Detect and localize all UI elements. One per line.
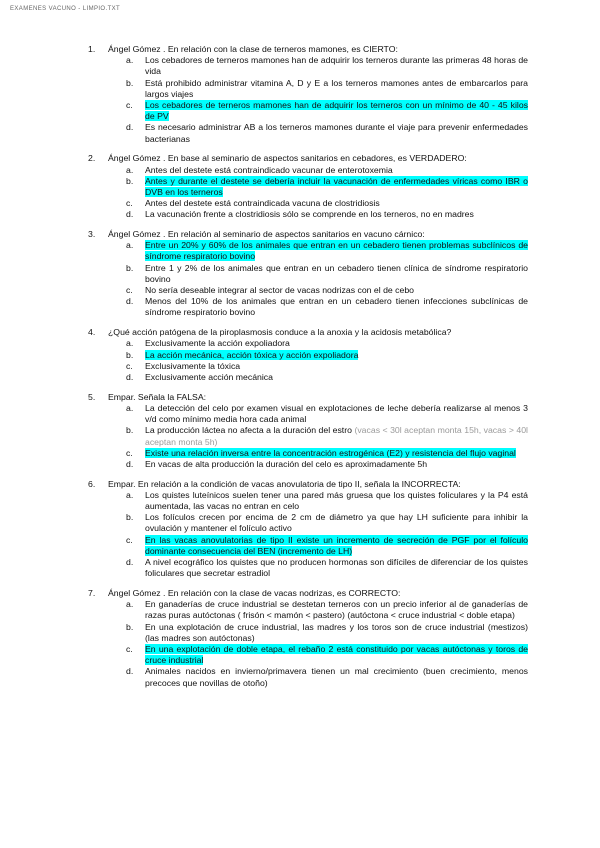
option-a xyxy=(88,490,528,512)
option-letter: d. xyxy=(126,666,134,677)
highlighted-answer: Existe una relación inversa entre la concentración estrogénica (E2) y resistencia del flujo vaginal xyxy=(145,447,516,458)
option-c xyxy=(88,100,528,122)
option-text: La vacunación frente a clostridiosis sólo se comprende en los terneros, no en madres xyxy=(145,209,474,220)
option-letter: c. xyxy=(126,100,133,111)
option-list xyxy=(88,338,528,383)
option-text: Exclusivamente la tóxica xyxy=(145,360,241,371)
option-b xyxy=(88,622,528,644)
question-text: Ángel Gómez . En base al seminario de aspectos sanitarios en cebadores, es VERDADERO: xyxy=(108,153,467,164)
question-3 xyxy=(88,229,528,319)
option-text: En ganaderías de cruce industrial se destetan terneros con un precio inferior al de ganaderías de razas puras autóctonas ( frisón < mamón < pastero) (autóctona < cruce industrial < doble etapa) xyxy=(145,599,528,621)
question-7 xyxy=(88,588,528,689)
option-text: Entre 1 y 2% de los animales que entran en un cebadero tienen clínica de síndrome respiratorio bovino xyxy=(145,262,528,284)
option-c xyxy=(88,198,528,209)
option-text: Antes del destete está contraindicado vacunar de enterotoxemia xyxy=(145,164,393,175)
option-text: Los folículos crecen por encima de 2 cm de diámetro ya que hay LH suficiente para inhibir la ovulación y mantener el folículo activo xyxy=(145,512,528,534)
option-letter: d. xyxy=(126,209,134,220)
option-text: A nivel ecográfico los quistes que no producen hormonas son difíciles de diferenciar de los quistes foliculares que secretar estradiol xyxy=(145,557,528,579)
option-note: (vacas < 30l aceptan monta 15h, vacas > 40l aceptan monta 5h) xyxy=(145,425,528,447)
option-text: Es necesario administrar AB a los terneros mamones durante el viaje para prevenir enfermedades bacterianas xyxy=(145,122,528,144)
question-number: 4. xyxy=(88,327,96,338)
highlighted-answer: La acción mecánica, acción tóxica y acción expoliadora xyxy=(145,349,359,360)
option-letter: b. xyxy=(126,175,134,186)
option-text: Antes del destete está contraindicada vacuna de clostridiosis xyxy=(145,198,380,209)
option-c xyxy=(88,285,528,296)
option-a xyxy=(88,240,528,262)
option-list xyxy=(88,403,528,470)
option-d xyxy=(88,666,528,688)
question-4 xyxy=(88,327,528,383)
option-text: En una explotación de cruce industrial, las madres y los toros son de cruce industrial (mestizos) (las madres son autóctonas) xyxy=(145,621,528,643)
option-b xyxy=(88,425,528,447)
option-d xyxy=(88,209,528,220)
option-letter: c. xyxy=(126,285,133,296)
option-letter: c. xyxy=(126,360,133,371)
option-letter: d. xyxy=(126,557,134,568)
option-letter: b. xyxy=(126,425,134,436)
option-a xyxy=(88,55,528,77)
option-letter: c. xyxy=(126,643,133,654)
question-2 xyxy=(88,153,528,220)
highlighted-answer: En una explotación de doble etapa, el rebaño 2 está constituido por vacas autóctonas y toros de cruce industrial xyxy=(145,643,528,666)
question-number: 6. xyxy=(88,478,96,489)
option-letter: c. xyxy=(126,534,133,545)
question-title xyxy=(88,153,528,164)
option-letter: d. xyxy=(126,458,134,469)
option-b xyxy=(88,512,528,534)
question-title xyxy=(88,479,528,490)
option-letter: c. xyxy=(126,447,133,458)
option-letter: b. xyxy=(126,512,134,523)
question-title xyxy=(88,44,528,55)
option-c xyxy=(88,644,528,666)
option-list xyxy=(88,55,528,145)
option-text: Está prohibido administrar vitamina A, D y E a los terneros mamones antes de embarcarlos para largos viajes xyxy=(145,77,528,99)
option-letter: b. xyxy=(126,349,134,360)
option-letter: b. xyxy=(126,262,134,273)
option-letter: a. xyxy=(126,55,134,66)
option-letter: d. xyxy=(126,122,134,133)
option-text: Exclusivamente acción mecánica xyxy=(145,371,273,382)
question-title xyxy=(88,229,528,240)
option-list xyxy=(88,599,528,689)
highlighted-answer: Antes y durante el destete se debería incluir la vacunación de enfermedades víricas como IBR o DVB en los terneros xyxy=(145,175,528,197)
option-letter: b. xyxy=(126,77,134,88)
option-a xyxy=(88,599,528,621)
option-text: La producción láctea no afecta a la duración del estro xyxy=(145,425,352,436)
question-title xyxy=(88,327,528,338)
option-text: En vacas de alta producción la duración del celo es aproximadamente 5h xyxy=(145,458,428,469)
option-a xyxy=(88,338,528,349)
option-c xyxy=(88,448,528,459)
document-body xyxy=(88,44,528,697)
option-a xyxy=(88,403,528,425)
question-list xyxy=(88,44,528,689)
option-c xyxy=(88,361,528,372)
option-b xyxy=(88,78,528,100)
question-number: 3. xyxy=(88,229,96,240)
option-text: La detección del celo por examen visual en explotaciones de leche debería realizarse al menos 3 v/d como mínimo media hora cada animal xyxy=(145,402,528,425)
option-b xyxy=(88,176,528,198)
option-a xyxy=(88,165,528,176)
question-text: Empar. Señala la FALSA: xyxy=(108,391,207,402)
highlighted-answer: En las vacas anovulatorias de tipo II existe un incremento de secreción de PGF por el folículo dominante consecuencia del BEN (incremento de LH) xyxy=(145,534,528,556)
question-number: 5. xyxy=(88,391,96,402)
option-text: Exclusivamente la acción expoliadora xyxy=(145,338,290,349)
option-letter: c. xyxy=(126,198,133,209)
option-list xyxy=(88,240,528,318)
option-d xyxy=(88,122,528,144)
question-text: Ángel Gómez . En relación con la clase de vacas nodrizas, es CORRECTO: xyxy=(108,587,401,598)
question-number: 2. xyxy=(88,153,96,164)
highlighted-answer: Entre un 20% y 60% de los animales que entran en un cebadero tienen problemas subclínicos de síndrome respiratorio bovino xyxy=(145,240,528,262)
option-letter: a. xyxy=(126,164,134,175)
option-text: Animales nacidos en invierno/primavera tienen un mal crecimiento (buen crecimiento, menos precoces que novillas de otoño) xyxy=(145,666,528,688)
question-text: Ángel Gómez . En relación al seminario de aspectos sanitarios en vacuno cárnico: xyxy=(108,229,425,240)
option-letter: a. xyxy=(126,240,134,251)
option-d xyxy=(88,372,528,383)
option-text: Los quistes luteínicos suelen tener una pared más gruesa que los quistes foliculares y la P4 está aumentada, las vacas no entran en celo xyxy=(145,489,528,512)
page-header: EXAMENES VACUNO - LIMPIO.TXT xyxy=(10,6,121,12)
option-letter: a. xyxy=(126,338,134,349)
option-b xyxy=(88,350,528,361)
option-letter: a. xyxy=(126,402,134,413)
question-text: Empar. En relación a la condición de vacas anovulatoria de tipo II, señala la INCORRECTA: xyxy=(108,478,461,489)
option-text: Menos del 10% de los animales que entran en un cebadero tienen infecciones subclínicas de síndrome respiratorio bovino xyxy=(145,296,528,318)
option-letter: a. xyxy=(126,489,134,500)
question-title xyxy=(88,588,528,599)
option-letter: a. xyxy=(126,599,134,610)
question-text: ¿Qué acción patógena de la piroplasmosis conduce a la anoxia y la acidosis metabólica? xyxy=(108,327,452,338)
question-5 xyxy=(88,392,528,470)
question-number: 7. xyxy=(88,587,96,598)
option-list xyxy=(88,165,528,221)
question-6 xyxy=(88,479,528,580)
question-title xyxy=(88,392,528,403)
highlighted-answer: Los cebadores de terneros mamones han de adquirir los terneros con un mínimo de 40 - 45 kilos de PV xyxy=(145,100,528,122)
option-text: Los cebadores de terneros mamones han de adquirir los terneros durante las primeras 48 horas de vida xyxy=(145,55,528,77)
question-text: Ángel Gómez . En relación con la clase de terneros mamones, es CIERTO: xyxy=(108,44,398,54)
option-letter: d. xyxy=(126,296,134,307)
option-c xyxy=(88,535,528,557)
option-b xyxy=(88,263,528,285)
option-d xyxy=(88,296,528,318)
question-1 xyxy=(88,44,528,145)
option-list xyxy=(88,490,528,580)
question-number: 1. xyxy=(88,44,96,54)
option-d xyxy=(88,459,528,470)
option-text: No sería deseable integrar al sector de vacas nodrizas con el de cebo xyxy=(145,285,414,296)
option-letter: b. xyxy=(126,621,134,632)
option-d xyxy=(88,557,528,579)
option-letter: d. xyxy=(126,371,134,382)
